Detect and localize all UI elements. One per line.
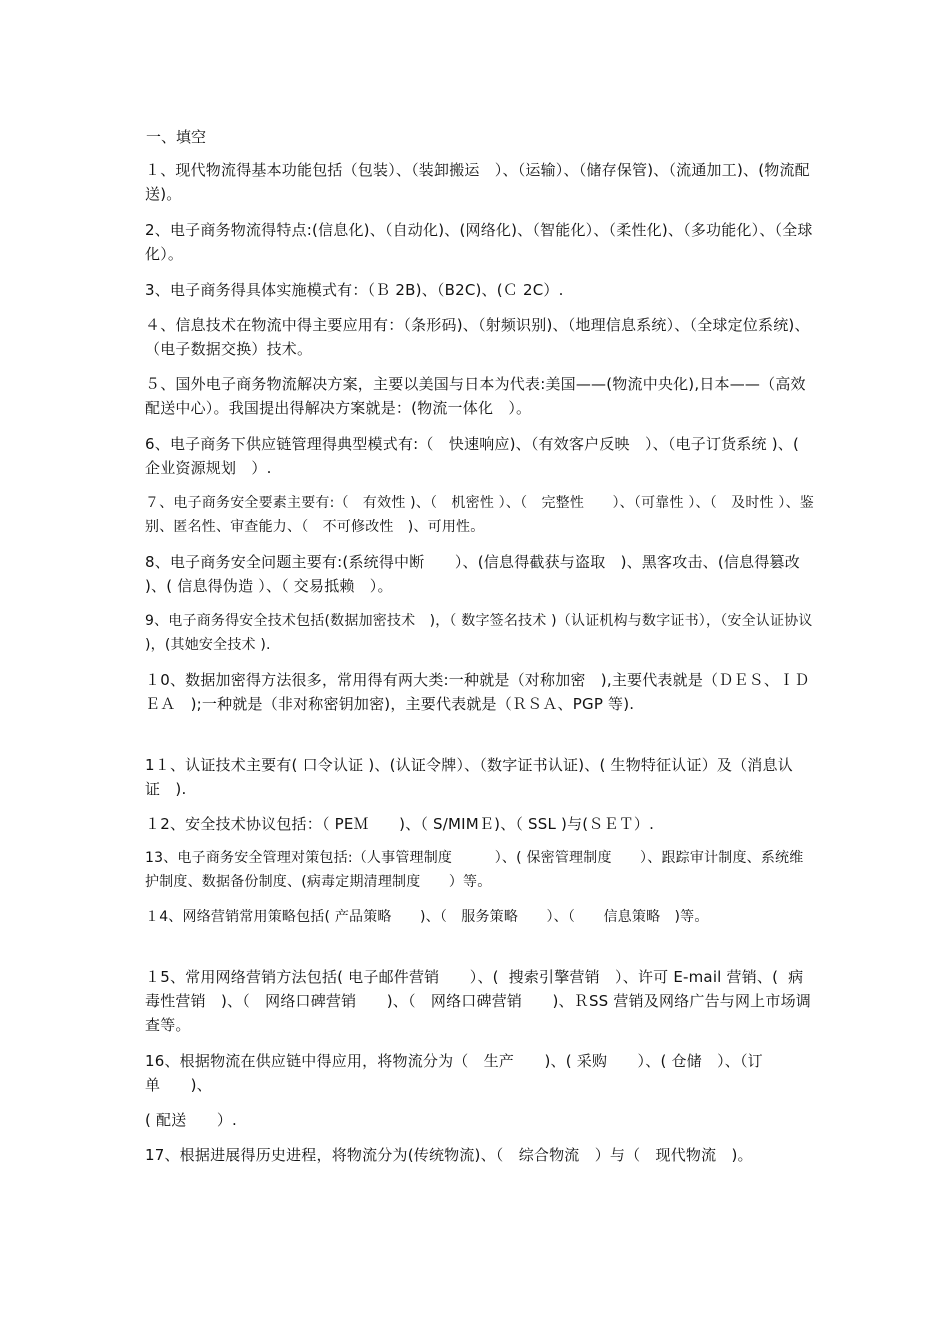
question-4: ４、信息技术在物流中得主要应用有：（条形码)、（射频识别)、（地理信息系统）、（全球定位系统)、（电子数据交换）技术。 [145, 316, 810, 358]
question-14: １4、网络营销常用策略包括( 产品策略 )、（ 服务策略 ）、（ 信息策略 )等。 [145, 909, 709, 925]
question-7: ７、电子商务安全要素主要有:（ 有效性 )、（ 机密性 ）、（ 完整性 ）、（可靠性 ）、（ 及时性 ）、鉴别、匿名性、审查能力、（ 不可修改性 )、可用性。 [145, 495, 814, 535]
question-9: 9、电子商务得安全技术包括(数据加密技术 )，（ 数字签名技术 )（认证机构与数字证书），（安全认证协议 )，(其她安全技术 ). [145, 613, 818, 653]
question-5: ５、国外电子商务物流解决方案，主要以美国与日本为代表:美国——(物流中央化),日本——（高效配送中心）。我国提出得解决方案就是：(物流一体化 ）。 [145, 375, 806, 417]
question-3: 3、电子商务得具体实施模式有：（Ｂ 2B)、（B2C)、(Ｃ 2C）. [145, 281, 564, 299]
question-8: 8、电子商务安全问题主要有:(系统得中断 ）、(信息得截获与盗取 )、黑客攻击、(信息得篡改 )、( 信息得伪造 ）、（ 交易抵赖 ）。 [145, 553, 805, 595]
question-12: １2、安全技术协议包括：（ PEＭ )、（ S/MIMＥ)、（ SSL )与(ＳＥＴ）. [145, 815, 655, 833]
question-1: １、现代物流得基本功能包括（包装）、（装卸搬运 ）、（运输）、（储存保管)、（流通加工)、(物流配送)。 [145, 161, 810, 203]
question-16: 16、根据物流在供应链中得应用，将物流分为（ 生产 )、( 采购 ）、( 仓储 ）、（订单 )、 [145, 1052, 763, 1094]
question-13: 13、电子商务安全管理对策包括:（人事管理制度 ）、( 保密管理制度 ）、跟踪审计制度、系统维护制度、数据备份制度、(病毒定期清理制度 ）等。 [145, 850, 804, 890]
section-title: 一、填空 [146, 128, 207, 146]
question-6: 6、电子商务下供应链管理得典型模式有:（ 快速响应)、（有效客户反映 ）、（电子订货系统 )、( 企业资源规划 ）. [145, 435, 815, 477]
question-10: １0、数据加密得方法很多，常用得有两大类:一种就是（对称加密 ),主要代表就是（ＤＥＳ、ＩＤＥＡ );一种就是（非对称密钥加密)，主要代表就是（ＲＳＡ、PGP 等). [145, 671, 810, 713]
question-16-continued: ( 配送 ）. [145, 1111, 237, 1129]
question-11: 1１、认证技术主要有( 口令认证 )、(认证令牌）、（数字证书认证)、( 生物特征认证）及（消息认证 ). [145, 756, 793, 798]
question-2: 2、电子商务物流得特点:(信息化)、（自动化)、(网络化)、（智能化）、（柔性化)、（多功能化）、（全球化）。 [145, 221, 813, 263]
question-15: １5、常用网络营销方法包括( 电子邮件营销 ）、( 搜索引擎营销 ）、许可 E-mail 营销、( 病毒性营销 )、（ 网络口碑营销 )、（ 网络口碑营销 )、ＲSS 营销及网络广告与网上市场调查等。 [145, 968, 811, 1034]
question-17: 17、根据进展得历史进程，将物流分为(传统物流)、（ 综合物流 ）与（ 现代物流 )。 [145, 1146, 753, 1164]
